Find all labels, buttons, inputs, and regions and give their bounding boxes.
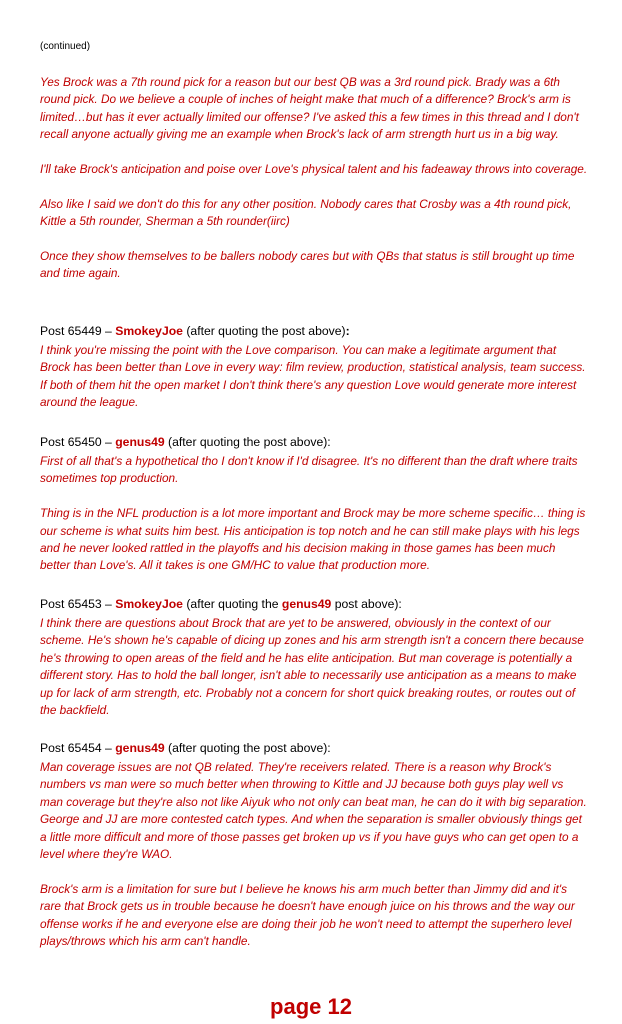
post-header: Post 65453 – SmokeyJoe (after quoting the genus49 post above): — [40, 597, 402, 611]
post-paragraph: Thing is in the NFL production is a lot more important and Brock may be more scheme specific… thing is our scheme is what suits him best. His anticipation is top notch and he can still make plays with his legs and he never looked rattled in the playoffs and his decision making in those games has been much better than Love's. All it takes is one GM/HC to value that production more. — [40, 506, 586, 573]
post-paragraph: Man coverage issues are not QB related. They're receivers related. There is a reason why Brock's numbers vs man were so much better when throwing to Kittle and JJ because both guys play well vs man coverage but they're also not like Aiyuk who not only can beat man, he can do it with big separation. George and JJ are more contested catch types. And when the separation is smaller obviously things get a little more difficult and more of those passes get broken up vs if you have guys who can get open to a level where they're WAO. — [40, 760, 587, 862]
post-body — [40, 615, 588, 719]
post-paragraph: I think there are questions about Brock that are yet to be answered, obviously in the context of our scheme. He's shown he's capable of dicing up zones and his arm strength isn't a concern there because he's throwing to open areas of the field and he has elite anticipation. But man coverage is potentially a different story. Has to hold the ball longer, isn't able to necessarily use anticipation as a means to make up for lack of arm strength, etc. Probably not a concern for short quick breaking routes, or routes out of the backfield. — [40, 616, 584, 718]
post-body — [40, 759, 588, 950]
post-paragraph: I think you're missing the point with the Love comparison. You can make a legitimate argument that Brock has been better than Love in every way: film review, production, statistical analysis, team success. If both of them hit the open market I don't think there's any question Love would generate more interest around the league. — [40, 343, 586, 410]
intro-quote — [40, 74, 588, 283]
post-header: Post 65449 – SmokeyJoe (after quoting the post above): — [40, 324, 350, 338]
post-ref-author: genus49 — [281, 597, 332, 611]
post-body — [40, 342, 588, 412]
page-number: page 12 — [270, 994, 352, 1019]
post-author: genus49 — [115, 435, 165, 449]
post-author: SmokeyJoe — [115, 597, 183, 611]
intro-paragraph-1: Yes Brock was a 7th round pick for a reason but our best QB was a 3rd round pick. Brady was a 6th round pick. Do we believe a couple of inches of height make that much of a difference? Brock's arm is limited…but has it ever actually limited our offense? I've asked this a few times in this thread and I don't recall anyone actually giving me an example when Brock's lack of arm strength hurt us in a big way. — [40, 75, 579, 142]
intro-paragraph-4: Once they show themselves to be ballers nobody cares but with QBs that status is still brought up time and time again. — [40, 249, 575, 281]
continued-label: (continued) — [40, 41, 91, 52]
post-header: Post 65454 – genus49 (after quoting the post above): — [40, 741, 331, 755]
post-author: genus49 — [115, 741, 165, 755]
post-body — [40, 453, 588, 575]
post-paragraph: First of all that's a hypothetical tho I don't know if I'd disagree. It's no different than the draft where traits sometimes top production. — [40, 454, 578, 486]
intro-paragraph-2: I'll take Brock's anticipation and poise over Love's physical talent and his fadeaway throws into coverage. — [40, 162, 588, 177]
intro-paragraph-3: Also like I said we don't do this for any other position. Nobody cares that Crosby was a 4th round pick, Kittle a 5th rounder, Sherman a 5th rounder(iirc) — [40, 196, 572, 229]
post-author: SmokeyJoe — [115, 324, 183, 338]
post-header: Post 65450 – genus49 (after quoting the post above): — [40, 435, 331, 449]
post-paragraph: Brock's arm is a limitation for sure but I believe he knows his arm much better than Jimmy did and it's rare that Brock gets us in trouble because he doesn't have enough juice on his throws and the way our offense works if he and everyone else are doing their job he won't need to attempt the superhero level plays/throws which his arm can't handle. — [40, 881, 575, 949]
